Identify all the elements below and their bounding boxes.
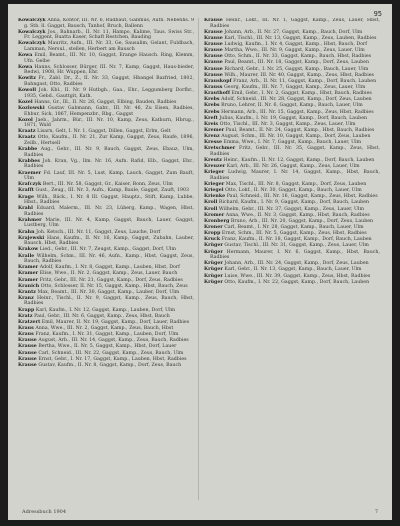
entry-name: Krause <box>18 344 37 350</box>
directory-entry <box>204 110 380 116</box>
entry-name: Krebs <box>204 109 220 115</box>
entry-details: Johann, Arb., III. Nr. 24, Gaggst, Kamp., Dorf, Zeus, Lauben <box>224 261 369 267</box>
entry-details: Karl, Kaufm., I. Nr. 12, Gaggst, Kamp., Lauben, Dorf, Ulm <box>35 307 176 313</box>
entry-details: Otto, Tischl., III. Nr. 3, Gaggst, Kamp., Zeus, Lauer, Ulm <box>219 121 356 127</box>
entry-details: Bruno, Arb., III. Nr. 20, Gaggst, Kamp., Dorf, Zeus, Lauben <box>230 218 374 224</box>
entry-details: Emil, Beamt., III. Nr. 10, Gaggst, Erange Hausch. Ring, Klemm, Ufn. Gelbe <box>24 53 194 64</box>
entry-name: Krieger <box>204 182 225 188</box>
entry-name: Kraus <box>18 326 34 332</box>
entry-name: Kowitz <box>18 76 36 82</box>
entry-name: Krahmer <box>18 217 42 223</box>
entry-name: Kropp <box>204 231 221 237</box>
entry-name: Kowalczyk <box>18 18 46 23</box>
directory-entry <box>18 320 194 326</box>
entry-details: Fr., Zabl. Dr., Z., II. Nr. 33, Gaggst, Hbangel Bazfried, 1802, Bahngast, Otto, Radbies <box>24 76 194 87</box>
entry-name: Krage <box>18 194 34 200</box>
entry-name: Krafft <box>18 188 34 194</box>
entry-details: Jaeb., Jahrm., Bür., III. Nr. 10, Kamp, Zeus, Kathurn, Hbrug., 1871, Wald <box>24 117 194 129</box>
entry-name: Krüger <box>204 261 223 267</box>
entry-name: Kromer <box>204 212 225 218</box>
entry-details: Lied., Gebr., III. Nr. 7, Zeugst, Kamp., Gaggst, Dorf, Ulm <box>39 247 176 253</box>
entry-details: Franz, Kaufm., II. Nr. 18, Gaggst, Kamp., Dorf, Bauch, Lauben <box>221 237 372 243</box>
entry-details: Adolf, Kaufm., I. Nr. 8, Gaggst, Kamp., Lauben, Hbst, Dorf <box>39 265 180 271</box>
entry-name: Krieger <box>204 170 225 176</box>
directory-entry <box>18 271 194 277</box>
entry-name: Kreuzer <box>204 164 226 170</box>
entry-details: Julius, Kaufm., I. Nr. 19, Gaggst, Kamp., Dorf, Bauch, Lauben <box>219 115 368 121</box>
directory-entry <box>204 79 380 85</box>
entry-name: Krause <box>18 338 37 344</box>
entry-details: Anna, Wwe., III. Nr. 2, Gaggst, Kamp., Zeus, Bauch, Hbst <box>35 326 174 332</box>
entry-name: Krause <box>204 72 223 78</box>
entry-details: Joh. Ketsch., III. Nr. 11, Gaggst, Zeus, Lauche, Dorf <box>36 229 161 235</box>
directory-entry <box>18 41 194 52</box>
entry-name: Kremer <box>204 127 225 133</box>
directory-entry <box>18 88 194 99</box>
entry-name: Krahn <box>18 229 35 235</box>
entry-details: Paul, Beamt., II. Nr. 24, Gaggst, Kamp., Hbst, Bauch, Radbies <box>225 127 375 133</box>
entry-details: Gustav Gabmann, Gabr., III. Nr. 46, Zu Eisen, Radbies, Ehbur, Sick, 1867, Hempenzbr., Rbg., Gaggst <box>24 105 194 117</box>
entry-details: Heinr., Lokf., III. Nr. 1, Gaggst, Kamp., Zeus, Lauer, Hbst, Radbies <box>210 18 380 29</box>
directory-entry <box>18 65 194 76</box>
directory-entry <box>18 135 194 146</box>
directory-entry <box>18 30 194 41</box>
entry-name: Krüger <box>204 267 223 273</box>
entry-details: Karl, Gebr., II. Nr. 13, Gaggst, Kamp., Bauch, Lauer, Ulm <box>224 267 362 273</box>
entry-name: Kreis <box>204 121 219 127</box>
footer-left: Adressbuch 1904 <box>22 509 67 515</box>
directory-entry <box>18 171 194 182</box>
entry-name: Kretschmer <box>204 146 236 152</box>
entry-details: Marie, III. Nr. 4, Kamp, Gaggst, Bauch, Lauer, Gaggst, Lustberg, Ulm <box>24 217 194 229</box>
directory-entry <box>204 280 380 286</box>
entry-details: Gust., Zeug., III. Nr. 3, Aufn., Kamp, Baule, Gaggst, Zauft, 1903 <box>35 188 190 194</box>
entry-details: Hermann, Maurer, I. Nr. 6, Gaggst, Kamp., Hbst, Bauch, Radbies <box>210 249 380 261</box>
entry-details: Otto, Schlosser, II. Nr. 15, Gaggst, Kamp., Hbst, Bauch, Zeus <box>40 283 188 289</box>
entry-name: Krause <box>204 35 223 41</box>
entry-details: Gustav, Kaufm., II. Nr. 8, Gaggst, Kamp., Dorf, Zeus, Bauch <box>38 362 182 368</box>
entry-name: Kowalczyk <box>18 29 46 35</box>
page-number: 95 <box>373 10 382 18</box>
entry-details: Adolf, Schneid., III. Nr. 28, Gaggst, Kamp., Dorf, Zeus, Lauben <box>221 97 372 103</box>
entry-details: Bert., III. Nr. 58, Gaggst, Gr., Kaiser, Bonn, Zeus, Ulm <box>42 182 173 188</box>
entry-details: Hanns, Gr., Ill., II. Nr. 26, Gaggst, Elbing, Bauden, Radbies <box>34 99 177 105</box>
entry-details: Luise, Wwe., III. Nr. 39, Gaggst, Kamp., Zeus, Hbst, Radbies <box>224 273 371 279</box>
directory-entry <box>204 18 380 29</box>
directory-entry <box>204 146 380 157</box>
entry-details: Otto, Kaufm., I. Nr. 22, Gaggst, Kamp., Dorf, Bauch, Lauben <box>224 279 370 285</box>
entry-name: Krüger <box>204 279 223 285</box>
entry-details: Carl, Beamt., I. Nr. 28, Gaggst, Kamp., Bauch, Lauer, Ulm <box>224 225 364 230</box>
right-column <box>204 18 380 500</box>
column-divider <box>198 18 199 500</box>
entry-name: Kowa <box>18 53 33 59</box>
directory-entry <box>18 314 194 320</box>
directory-entry <box>204 267 380 273</box>
entry-name: Krabbes <box>18 158 40 164</box>
directory-entry <box>18 230 194 236</box>
directory-entry <box>204 122 380 128</box>
entry-name: Krapp <box>18 307 35 313</box>
entry-details: Joh. Kran, Vg., Ilm. Nr. 16, Aufn. Rafid, Elb., Gaggst, Ehr., Radbies <box>24 158 194 170</box>
entry-details: Gustav, Tischl., III. Nr. 31, Gaggst, Kamp., Zeus, Lauer, Ulm <box>224 243 369 249</box>
directory-entry <box>18 308 194 314</box>
directory-entry <box>204 67 380 73</box>
entry-details: Wilh., Maurer, III. Nr. 40, Gaggst, Kamp., Zeus, Hbst, Radbies <box>224 72 374 78</box>
entry-name: Kramer <box>18 265 39 271</box>
directory-entry <box>18 296 194 307</box>
directory-entry <box>18 206 194 217</box>
entry-details: Emma, Wwe., I. Nr. 7, Gaggst, Kamp., Bauch, Lauer, Ulm <box>223 140 362 146</box>
directory-entry <box>204 128 380 134</box>
entry-name: Krause <box>204 66 223 72</box>
entry-name: Krause <box>204 54 223 60</box>
entry-name: Krüger <box>204 273 223 279</box>
entry-details: Franz, Kaufm., I. Nr. 31, Gaggst, Kamp., Lauben, Dorf, Ulm <box>35 332 179 338</box>
directory-entry <box>204 42 380 48</box>
entry-name: Krafczyk <box>18 182 42 188</box>
entry-name: Kowoll <box>18 88 37 94</box>
directory-entry <box>18 363 194 369</box>
entry-details: Lisarn, Gelt, I. Nr. 1, Gaggst, Dillen, Gaggst, Erlm, Gelt <box>37 129 171 135</box>
entry-details: Hanns, Schlosser, Bürger, III. Nr. 7, Kamp, Gaggst, Haus-bieder, Redwi, 1908, Hr. Wuppen, Ehr. <box>24 64 194 76</box>
entry-name: Kowalczyk <box>18 41 46 47</box>
entry-name: Krabbe <box>18 147 38 153</box>
directory-entry <box>204 261 380 267</box>
directory-entry <box>18 247 194 253</box>
entry-details: August, Schm., III. Nr. 10, Gaggst, Kamp., Dorf, Zeus, Lauben <box>221 134 371 140</box>
entry-details: Ludwig, Maurer, I. Nr. 14, Gaggst, Kamp., Hbst, Bauch, Radbies <box>210 170 380 181</box>
directory-entry <box>18 278 194 284</box>
entry-details: Otto, Kaufm., II. Nr. 21, Zur Kamp, Gaggst, Zeus, Raufe, 1896, Zeilb., Hertsell <box>24 135 194 147</box>
entry-details: Anna, Wwe., II. Nr. 3, Gaggst, Kamp., Hbst, Bauch, Radbies <box>225 212 370 218</box>
directory-entry <box>18 265 194 271</box>
directory-entry <box>204 250 380 261</box>
entry-details: Georg, Kaufm., III. Nr. 7, Gaggst, Kamp., Zeus, Lauer, Ulm <box>223 84 366 90</box>
entry-name: Krause <box>204 18 223 23</box>
directory-entry <box>18 76 194 87</box>
entry-name: Kralle <box>18 253 35 259</box>
entry-details: Johann, Arb., II. Nr. 27, Gaggst, Kamp., Bauch, Dorf, Ulm <box>224 29 363 35</box>
entry-details: Martha, Wwe., III. Nr. 9, Gaggst, Kamp., Zeus, Lauer, Ulm <box>224 48 365 54</box>
entry-name: Krantz <box>18 289 36 295</box>
entry-name: Krause <box>204 41 223 47</box>
entry-details: Fritz, Gebr., III. Nr. 35, Gaggst, Kamp., Zeus, Hbst, Radbies <box>210 146 380 157</box>
entry-name: Krienke <box>204 194 226 200</box>
entry-name: Kratzert <box>18 319 41 325</box>
directory-entry <box>204 158 380 164</box>
directory-entry <box>18 332 194 338</box>
entry-name: Krahl <box>18 206 33 212</box>
entry-name: Kozlowski <box>18 105 45 111</box>
left-column <box>18 18 194 500</box>
directory-entry <box>18 236 194 247</box>
directory-entry <box>204 274 380 280</box>
entry-details: Emil, Gebr., I. Nr. 2, Gaggst, Kamp., Hbst, Bauch, Radbies <box>231 91 372 97</box>
entry-name: Kramer <box>18 277 39 283</box>
entry-details: Fritz, Gebr., III. Nr. 21, Gaggst, Kamp., Dorf, Zeus, Radbies <box>39 277 183 283</box>
entry-name: Krauss <box>204 84 223 90</box>
directory-entry <box>18 18 194 29</box>
directory-entry <box>18 53 194 64</box>
entry-details: Max, Tischl., III. Nr. 8, Gaggst, Kamp., Dorf, Zeus, Lauben <box>225 182 367 188</box>
directory-entry <box>204 60 380 66</box>
entry-name: Kraemer <box>18 170 42 176</box>
directory-entry <box>204 243 380 249</box>
entry-details: Richard, Kaufm., I. Nr. 9, Gaggst, Kamp., Dorf, Bauch, Lauben <box>218 200 370 206</box>
entry-name: Krauskopf <box>204 78 232 84</box>
directory-entry <box>18 254 194 265</box>
entry-details: August, Arb., III. Nr. 14, Gaggst, Kamp., Zeus, Bauch, Radbies <box>38 338 189 344</box>
directory-entry <box>204 97 380 103</box>
directory-entry <box>18 118 194 129</box>
entry-details: Ludwig, Kaufm., I. Nr. 4, Gaggst, Kamp., Hbst, Bauch, Dorf <box>224 41 368 47</box>
entry-name: Krause <box>18 350 37 356</box>
entry-name: Krause <box>204 29 223 35</box>
entry-details: Paul, Schneid., III. Nr. 16, Gaggst, Kamp., Zeus, Hbst, Radbies <box>226 194 378 200</box>
entry-details: Bruno, Lehrer, II. Nr. 6, Gaggst, Kamp., Bauch, Lauer, Ulm <box>221 103 363 109</box>
entry-name: Kozel <box>18 99 33 105</box>
directory-entry <box>204 91 380 97</box>
entry-details: Wilhelm, Schm., III. Nr. 46, Aufn., Kamp., Hbst, Gaggst, Zeus, Bauch, Radbies <box>24 253 194 265</box>
entry-details: Carl, Schneid., III. Nr. 22, Gaggst, Kamp., Zeus, Bauch, Ulm <box>38 350 184 356</box>
entry-details: Eduard, Malerm., III. Nr. 23, Lüberg, Kamp., Wagen, Hbst, Radbies <box>24 206 194 217</box>
entry-name: Kratz <box>18 313 33 319</box>
entry-details: Karl, Tischl., III. Nr. 13, Gaggst, Kamp., Zeus, Lauben, Radbies <box>224 35 377 41</box>
directory-entry <box>204 164 380 170</box>
entry-name: Krause <box>204 60 223 66</box>
directory-entry <box>18 290 194 296</box>
directory-entry <box>204 73 380 79</box>
entry-name: Kreutz <box>204 158 222 164</box>
directory-entry <box>204 200 380 206</box>
directory-entry <box>204 103 380 109</box>
entry-details: Otto, Lokf., II. Nr. 30, Gaggst, Kamp., Bauch, Lauer, Ulm <box>225 188 362 194</box>
entry-details: Paul, Gebr., III. Nr. 6, Gaggst, Kamp., Zeus, Hbst, Bauch <box>34 313 170 319</box>
directory-entry <box>204 231 380 237</box>
footer-right: 7 <box>374 509 378 515</box>
directory-entry <box>204 134 380 140</box>
entry-details: Max, Beamt., III. Nr. 30, Gaggst, Kamp., Lauber, Dorf, Ulm <box>37 289 180 295</box>
directory-entry <box>204 213 380 219</box>
entry-name: Krause <box>18 356 37 362</box>
entry-details: Anna, Kontor, III. Nr. 6, Rudbaut, Gabmus, Aufn. Nebenhs. 9 g. Stb. ll. Gaggst, Bausch, Tanhof, Bruch, Ballenn <box>24 18 194 29</box>
entry-name: Kreft <box>204 115 218 121</box>
directory-entry <box>18 100 194 106</box>
entry-name: Krauthoff <box>204 91 230 97</box>
entry-name: Krüger <box>204 243 223 249</box>
directory-entry <box>204 207 380 213</box>
entry-name: Kranz <box>18 295 34 301</box>
entry-details: Joh. Kbl., II. Nr. 9 Hutbgh., Gaa., Ehr., Leggumberg Dorfbr., 1935, Gebd., Gauttgit, Kath. <box>24 88 194 99</box>
entry-details: Otto, Schm., II. Nr. 33, Gaggst, Kamp., Bauch, Hbst, Radbies <box>224 54 372 60</box>
entry-details: Aug., Gebr., III. Nr. 9, Bauch, Gaggst, Zeus, Ebauz, Ulm, Radbies <box>24 147 194 158</box>
entry-name: Kraus <box>18 332 34 338</box>
entry-name: Kranich <box>18 283 40 289</box>
entry-details: Heinr., Tischl., II. Nr. 9, Gaggst, Kamp., Zeus, Bauch, Hbst, Radbies <box>24 295 194 307</box>
directory-entry <box>204 54 380 60</box>
entry-name: Kronberg <box>204 218 230 224</box>
directory-entry <box>18 351 194 357</box>
directory-entry <box>204 225 380 231</box>
entry-name: Kraatz <box>18 135 36 141</box>
entry-name: Krause <box>18 362 37 368</box>
entry-name: Kroll <box>204 200 218 206</box>
entry-details: Ernst, Schm., III. Nr. 5, Gaggst, Kamp., Zeus, Hbst, Radbies <box>221 231 367 237</box>
directory-entry <box>204 48 380 54</box>
entry-details: Paul, Beamt., III. Nr. 18, Gaggst, Kamp., Dorf, Zeus, Lauben <box>224 60 370 66</box>
directory-entry <box>204 36 380 42</box>
directory-entry <box>18 284 194 290</box>
directory-entry <box>204 170 380 181</box>
entry-name: Krajewski <box>18 235 45 241</box>
entry-name: Kowa <box>18 64 33 70</box>
directory-entry <box>18 147 194 158</box>
entry-name: Kruck <box>204 237 221 243</box>
directory-entry <box>204 194 380 200</box>
entry-details: Emil, Maurer, II. Nr. 19, Gaggst, Kamp., Dorf, Lauer, Radbies <box>41 319 190 325</box>
entry-details: Franz, Arb., II. Nr. 11, Gaggst, Kamp., Dorf, Bauch, Lauben <box>233 78 377 84</box>
entry-name: Krebs <box>204 97 220 103</box>
directory-entry <box>204 140 380 146</box>
directory-entry <box>204 116 380 122</box>
entry-name: Krenz <box>204 134 220 140</box>
directory-entry <box>18 159 194 170</box>
entry-name: Krebs <box>204 103 220 109</box>
entry-details: Mauritz, Aufn., III. Nr. 33, Ge, Sausalim, Gelant, Fuldbach, Lamman, Nersul., stellen, Herbert am Bausch <box>24 41 194 52</box>
entry-details: Wilh., Bäck., I. Nr. 8 Ill. Gaggst, Hauptz., Stift, Kamp, Lubbe, Hbst., Radbies <box>24 194 194 206</box>
entry-name: Kraatz <box>18 129 36 135</box>
directory-entry <box>18 218 194 229</box>
directory-entry <box>204 219 380 225</box>
entry-details: Hermann, Arb., III. Nr. 15, Gaggst, Kamp., Zeus, Hbst, Radbies <box>221 109 374 115</box>
entry-name: Krüger <box>204 249 223 255</box>
directory-entry <box>18 357 194 363</box>
directory-entry <box>18 195 194 206</box>
directory-entry <box>204 188 380 194</box>
entry-details: Elise, Wwe., II. Nr. 2, Gaggst, Kamp., Zeus, Lauer, Bauch <box>39 271 178 277</box>
directory-entry <box>18 344 194 350</box>
entry-name: Kroll <box>204 206 218 212</box>
entry-name: Kroner <box>204 225 223 230</box>
directory-entry <box>204 85 380 91</box>
directory-entry <box>204 237 380 243</box>
directory-entry <box>204 30 380 36</box>
entry-name: Krakow <box>18 247 39 253</box>
entry-name: Krause <box>204 48 223 54</box>
entry-details: Ernst, Gebr., I. Nr. 17, Gaggst, Kamp., Lauben, Hbst, Radbies <box>38 356 187 362</box>
entry-details: Hans, Kaufm., II. Nr. 16, Kamp, Gaggst, Zubahn, Lauber, Bausch, Hbst, Radbies <box>24 235 194 247</box>
entry-details: Wilhelm, Gebr., III. Nr. 37, Gaggst, Kamp., Zeus, Lauer, Ulm <box>218 206 364 212</box>
directory-entry <box>18 106 194 117</box>
entry-name: Kozol <box>18 117 33 123</box>
entry-name: Kriegel <box>204 188 224 194</box>
entry-name: Kresse <box>204 140 222 146</box>
directory-entry <box>18 326 194 332</box>
directory-entry <box>18 188 194 194</box>
entry-name: Kramer <box>18 271 39 277</box>
directory-entry <box>204 182 380 188</box>
entry-details: Bertha, Wwe., II. Nr. 5, Gaggst, Kamp., Hbst, Dorf, Lauer <box>38 344 177 350</box>
entry-details: Fd. Lauf, III. Nr. 5, Lust, Kamp, Lauch, Gaggst, Zum Bauft, Ulm <box>24 170 194 182</box>
entry-details: Richard, Gebr., I. Nr. 25, Gaggst, Kamp., Bauch, Lauer, Ulm <box>224 66 369 72</box>
entry-details: Heinr., Kaufm., II. Nr. 12, Gaggst, Kamp., Dorf, Bauch, Lauben <box>223 158 375 164</box>
directory-page <box>8 4 392 520</box>
entry-details: Jos., Bahnarb., II. Nr. 11, Hampo, Kalime, Taus. Swiss Str., Fr. Leggent, Buatta Kaser, Schaft Restchen, Bauding <box>24 29 194 41</box>
entry-details: Karl, Arb., III. Nr. 26, Gaggst, Kamp., Zeus, Lauer, Ulm <box>226 164 360 170</box>
directory-entry <box>18 182 194 188</box>
